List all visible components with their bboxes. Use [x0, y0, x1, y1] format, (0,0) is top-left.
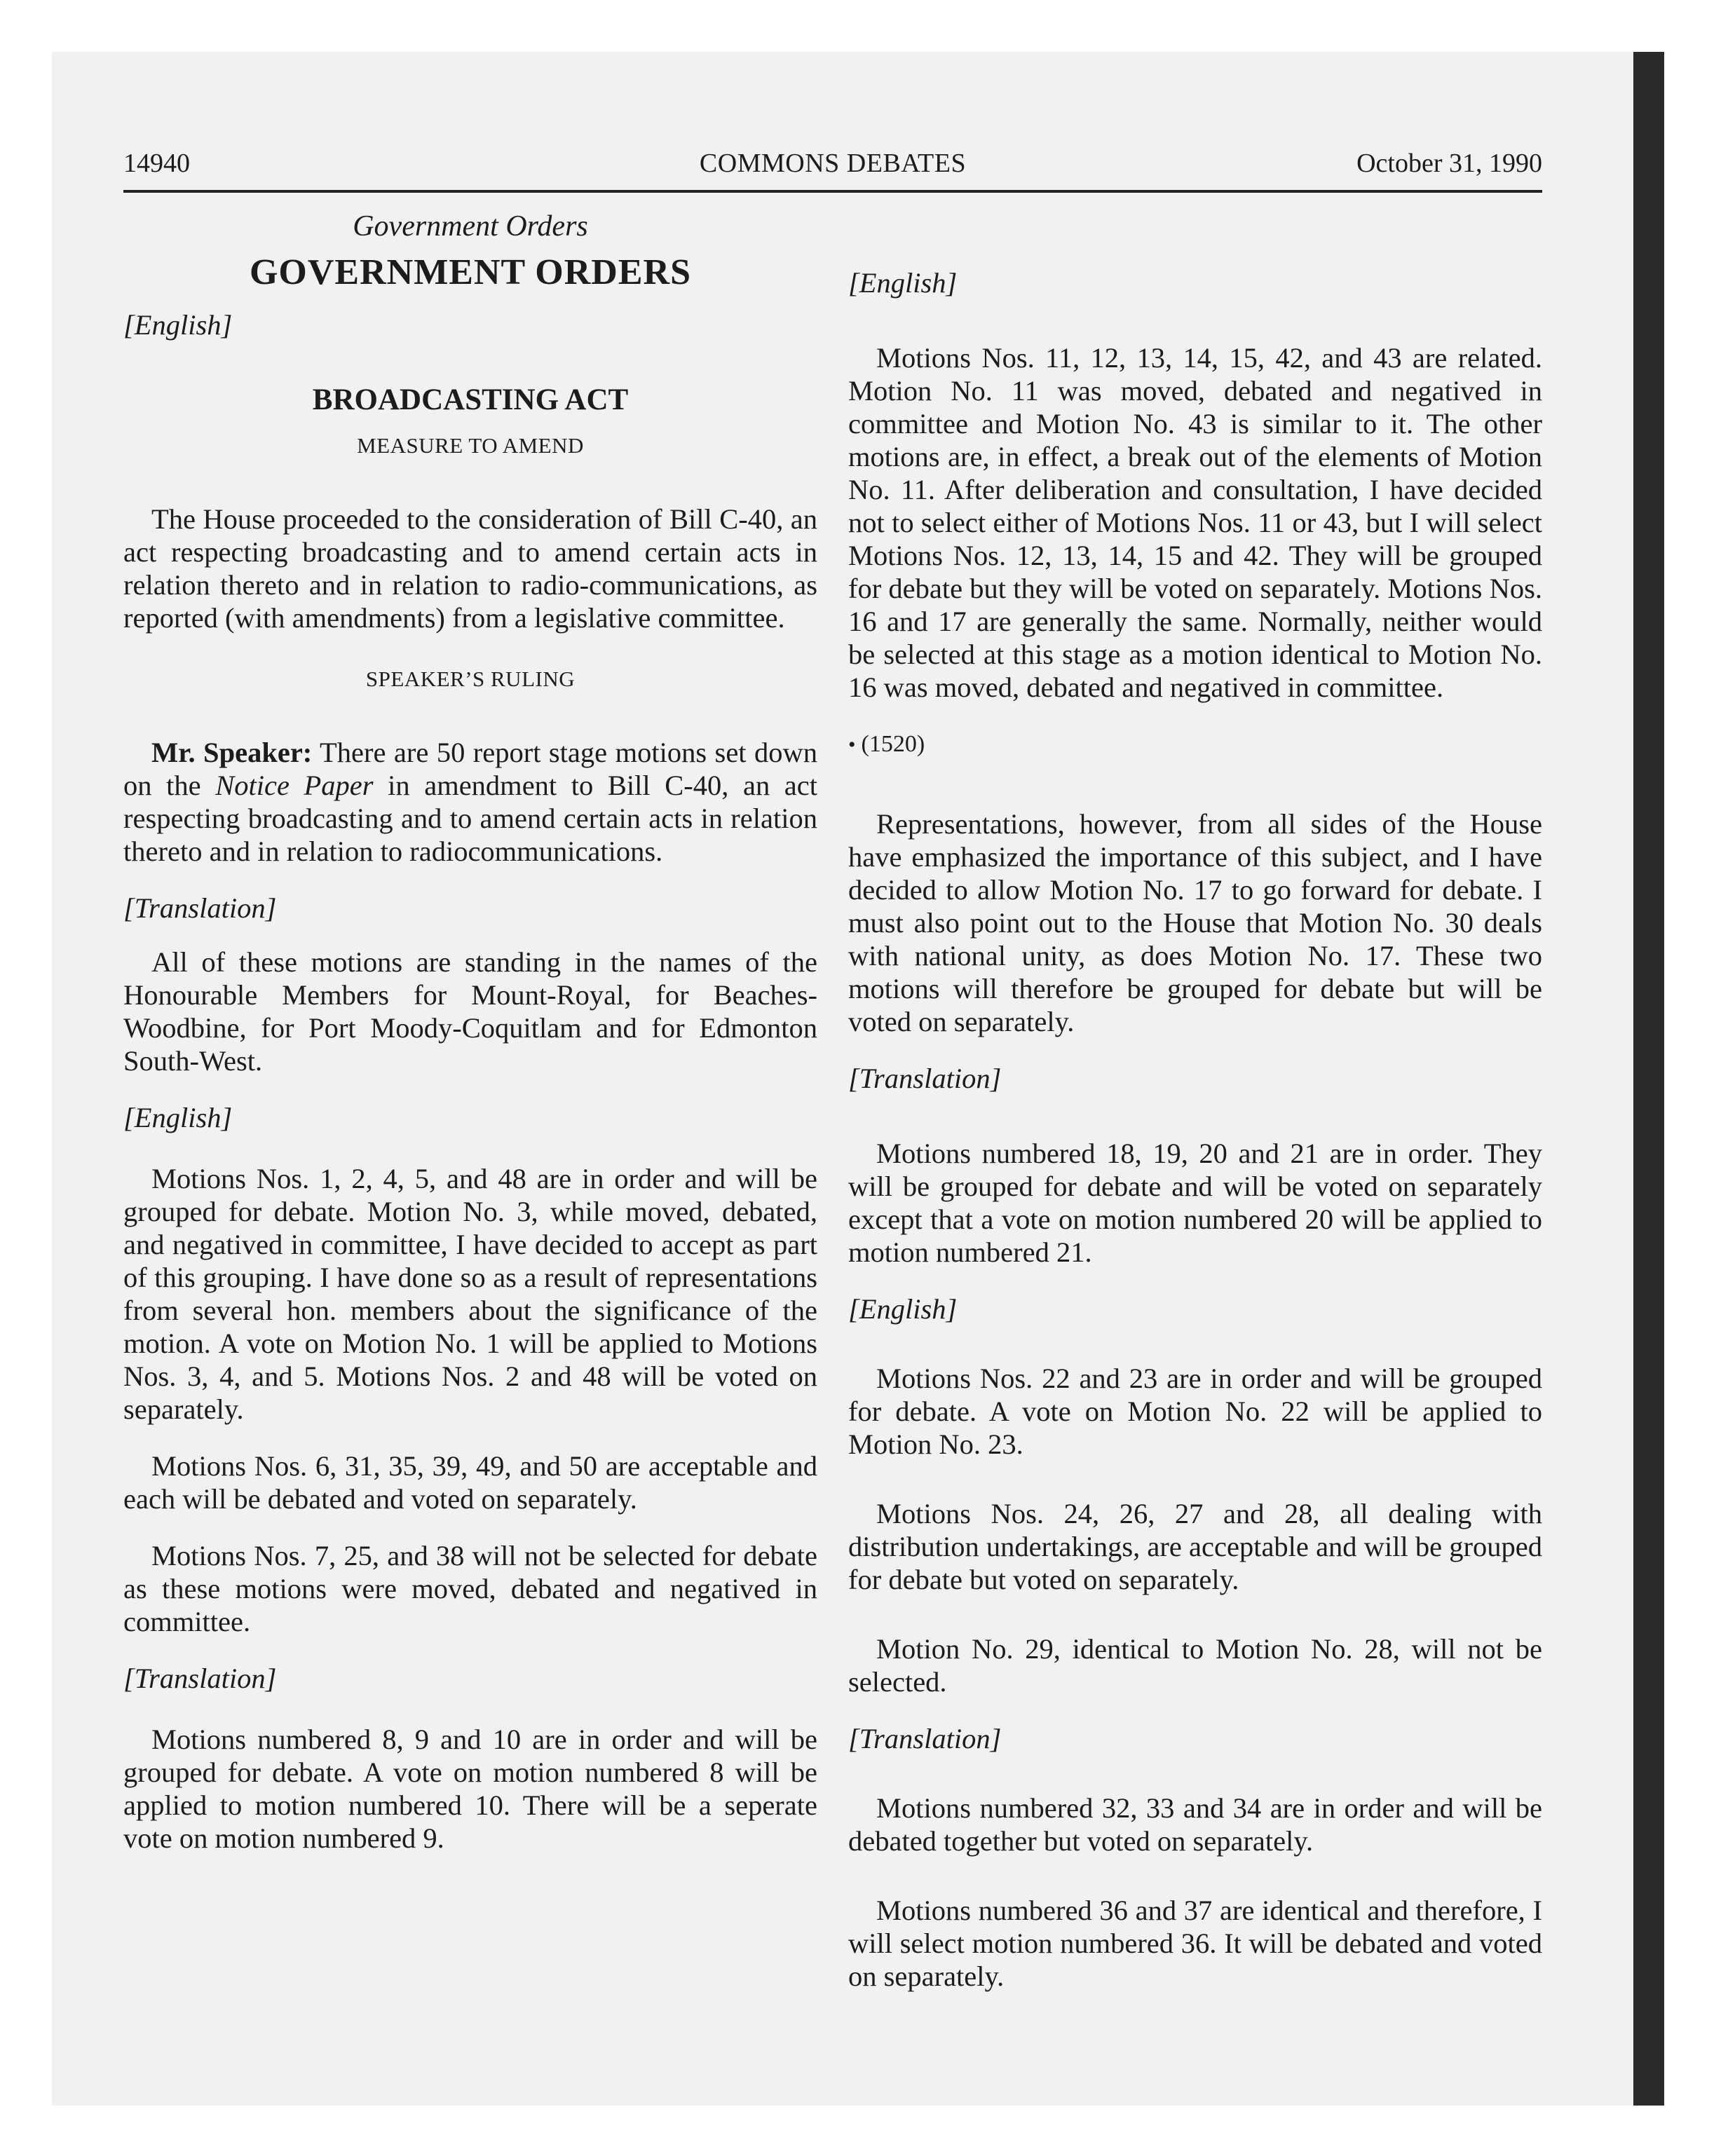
language-marker: [English] [123, 309, 233, 341]
time-marker [848, 728, 1542, 761]
speaker-name: Mr. Speaker: [151, 737, 313, 768]
language-marker: [Translation] [123, 1663, 277, 1694]
motions-paragraph: Motions Nos. 24, 26, 27 and 28, all dealing with distribution undertakings, are acceptable and will be grouped for debate but voted on separately. [848, 1498, 1542, 1595]
left-column [123, 210, 817, 1878]
motions-paragraph: Motions Nos. 22 and 23 are in order and will be grouped for debate. A vote on Motion No. 22 will be applied to Motion No. 23. [848, 1363, 1542, 1460]
measure-heading: MEASURE TO AMEND [357, 433, 584, 458]
section-label: Government Orders [353, 210, 588, 243]
time-stamp: (1520) [861, 731, 925, 757]
language-marker: [English] [848, 267, 958, 299]
motions-paragraph: Motions Nos. 11, 12, 13, 14, 15, 42, and 43 are related. Motion No. 11 was moved, debated and negatived in committee and Motion No. 43 is similar to it. The other motions are, in effect, a break out of the elements of Motion No. 11. After deliberation and consultation, I have decided not to select either of Motions Nos. 11 or 43, but I will select Motions Nos. 12, 13, 14, 15 and 42. They will be grouped for debate but they will be voted on separately. Motions Nos. 16 and 17 are generally the same. Normally, neither would be selected at this stage as a motion identical to Motion No. 16 was moved, debated and negatived in committee. [848, 342, 1542, 703]
motions-paragraph: Motions Nos. 1, 2, 4, 5, and 48 are in order and will be grouped for debate. Motion No. 3, while moved, debated, and negatived in committee, I have decided to accept as part of this grouping. I have done so as a result of representations from several hon. members about the significance of the motion. A vote on Motion No. 1 will be applied to Motions Nos. 3, 4, and 5. Motions Nos. 2 and 48 will be voted on separately. [123, 1163, 817, 1425]
speaker-text: There are 50 report stage motions set down on the [123, 737, 817, 801]
bill-heading: BROADCASTING ACT [312, 383, 629, 416]
motions-paragraph: Motion No. 29, identical to Motion No. 28, will not be selected. [848, 1633, 1542, 1698]
language-marker: [English] [848, 1293, 958, 1325]
representations-paragraph: Representations, however, from all sides of the House have emphasized the importance of this subject, and I have decided to allow Motion No. 17 to go forward for debate. I must also point out to the House that Motion No. 30 deals with national unity, as does Motion No. 17. These two motions will therefore be grouped for debate but will be voted on separately. [848, 808, 1542, 1037]
language-marker: [Translation] [848, 1723, 1002, 1754]
language-marker: [Translation] [848, 1063, 1002, 1094]
intro-paragraph: The House proceeded to the consideration of Bill C-40, an act respecting broadcasting and to amend certain acts in relation thereto and in relation to radio-communications, as reported (with amendments) from a legislative committee. [123, 503, 817, 634]
running-header [123, 144, 1542, 193]
notice-paper-title: Notice Paper [215, 770, 374, 801]
members-paragraph: All of these motions are standing in the names of the Honourable Members for Mount-Royal, for Beaches-Woodbine, for Port Moody-Coquitlam and for Edmonton South-West. [123, 946, 817, 1077]
language-marker: [English] [123, 1102, 233, 1133]
scan-edge-bar [1633, 52, 1664, 2106]
speaker-paragraph [123, 736, 817, 868]
ruling-heading: SPEAKER’S RULING [365, 667, 576, 691]
motions-paragraph: Motions numbered 36 and 37 are identical and therefore, I will select motion numbered 36. It will be debated and voted on separately. [848, 1895, 1542, 1992]
motions-paragraph: Motions Nos. 6, 31, 35, 39, 49, and 50 are acceptable and each will be debated and voted on separately. [123, 1450, 817, 1515]
right-column [848, 266, 1542, 2017]
motions-paragraph: Motions numbered 8, 9 and 10 are in order and will be grouped for debate. A vote on motion numbered 8 will be applied to motion numbered 10. There will be a seperate vote on motion numbered 9. [123, 1724, 817, 1854]
speaker-text-continued: in amendment to Bill C-40, an act respecting broadcasting and to amend certain acts in relation thereto and in relation to radiocommunications. [123, 770, 818, 867]
motions-paragraph: Motions numbered 32, 33 and 34 are in order and will be debated together but voted on separately. [848, 1792, 1542, 1857]
journal-title: COMMONS DEBATES [699, 149, 967, 178]
issue-date: October 31, 1990 [1356, 149, 1542, 178]
main-heading: GOVERNMENT ORDERS [249, 252, 691, 292]
page-number: 14940 [123, 149, 190, 178]
motions-paragraph: Motions Nos. 7, 25, and 38 will not be selected for debate as these motions were moved, debated and negatived in committee. [123, 1540, 817, 1637]
bullet-icon: • [848, 733, 856, 756]
language-marker: [Translation] [123, 892, 277, 924]
motions-paragraph: Motions numbered 18, 19, 20 and 21 are in order. They will be grouped for debate and will be voted on separately except that a vote on motion numbered 20 will be applied to motion numbered 21. [848, 1138, 1542, 1268]
